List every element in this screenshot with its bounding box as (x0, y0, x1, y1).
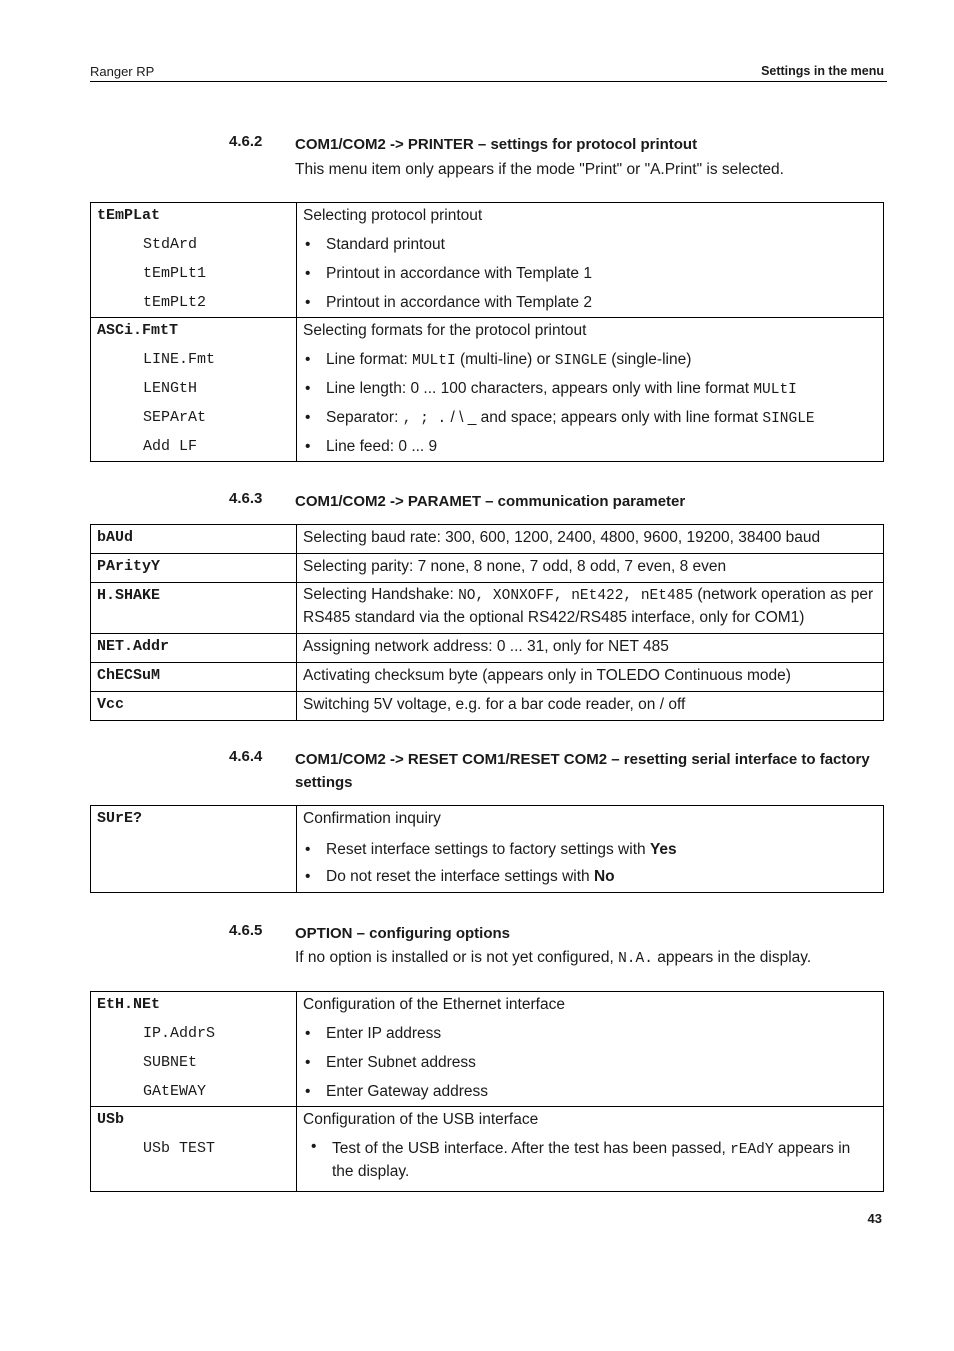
menu-key: ChECSuM (97, 667, 161, 684)
description-cell (297, 1107, 884, 1192)
bullet-item: • Printout in accordance with Template 1 (297, 261, 883, 290)
communication-parameter-table (90, 524, 884, 721)
table-row (91, 806, 884, 893)
text: Separator: (326, 409, 403, 426)
table-row (91, 583, 884, 634)
table-row (91, 634, 884, 663)
description: Switching 5V voltage, e.g. for a bar code reader, on / off (303, 696, 686, 713)
menu-subkey: SEPArAt (143, 409, 207, 426)
description-cell (297, 203, 884, 318)
option-table (90, 991, 884, 1192)
key-cell (91, 318, 297, 462)
menu-key: EtH.NEt (97, 996, 161, 1013)
bullet-item (303, 1136, 883, 1191)
description: Activating checksum byte (appears only in TOLEDO Continuous mode) (303, 667, 791, 684)
menu-subkey: LENGtH (143, 380, 198, 397)
bullet-item (297, 405, 883, 434)
description: Selecting baud rate: 300, 600, 1200, 2400, 4800, 9600, 19200, 38400 baud (303, 529, 821, 546)
table-row (91, 318, 884, 462)
description: Selecting protocol printout (303, 207, 483, 224)
section-number: 4.6.2 (229, 133, 263, 150)
menu-subkey: StdArd (143, 236, 198, 253)
header-rule (90, 81, 887, 82)
table-row (91, 692, 884, 721)
text: (multi-line) or (455, 351, 555, 368)
printer-settings-table (90, 202, 884, 462)
menu-key: H.SHAKE (97, 587, 161, 604)
bullet-item (297, 837, 883, 864)
menu-key: USb (97, 1111, 125, 1128)
display-code: , ; . (402, 411, 447, 427)
bullet-item: • Printout in accordance with Template 2 (297, 290, 883, 317)
text: appears in the display. (652, 949, 812, 966)
section-number: 4.6.5 (229, 922, 263, 939)
bullet-item: • Standard printout (297, 232, 883, 261)
description-cell (297, 992, 884, 1107)
text: Line format: (326, 351, 413, 368)
reset-table (90, 805, 884, 893)
description: Selecting parity: 7 none, 8 none, 7 odd, 8 odd, 7 even, 8 even (303, 558, 727, 575)
section-heading-4-6-2 (229, 133, 698, 153)
menu-key: bAUd (97, 529, 134, 546)
bullet-item: • Enter IP address (297, 1021, 883, 1050)
menu-subkey: SUBNEt (143, 1054, 198, 1071)
display-code: NO, XONXOFF, nEt422, nEt485 (458, 588, 694, 604)
section-intro: This menu item only appears if the mode "Print" or "A.Print" is selected. (295, 161, 784, 178)
section-intro (295, 949, 811, 967)
key-cell (91, 203, 297, 318)
description: Confirmation inquiry (303, 810, 441, 827)
menu-subkey: LINE.Fmt (143, 351, 216, 368)
menu-subkey: USb TEST (143, 1140, 216, 1157)
section-number: 4.6.3 (229, 490, 263, 507)
description: Selecting formats for the protocol printout (303, 322, 587, 339)
section-heading-4-6-4 (229, 748, 870, 791)
section-heading-4-6-5 (229, 922, 510, 942)
key-cell (91, 992, 297, 1107)
section-heading-4-6-3 (229, 490, 686, 510)
display-code: SINGLE (554, 353, 607, 369)
section-number: 4.6.4 (229, 748, 263, 765)
table-row (91, 203, 884, 318)
description (297, 583, 883, 633)
text: Do not reset the interface settings with (326, 868, 594, 885)
text: Selecting Handshake: (303, 586, 459, 603)
menu-subkey: IP.AddrS (143, 1025, 216, 1042)
bullet-item: • Enter Subnet address (297, 1050, 883, 1079)
menu-key: tEmPLat (97, 207, 161, 224)
menu-subkey: tEmPLt2 (143, 294, 207, 311)
bullet-item (297, 376, 883, 405)
display-code: MULtI (412, 353, 456, 369)
menu-key: NET.Addr (97, 638, 170, 655)
table-row (91, 525, 884, 554)
bullet-item (297, 864, 883, 891)
display-code: N.A. (618, 951, 653, 967)
text: / \ _ and space; appears only with line format (446, 409, 763, 426)
text: (network operation as per RS485 standard via the optional RS422/RS485 interface, only for COM1) (303, 586, 874, 626)
description: Assigning network address: 0 ... 31, only for NET 485 (303, 638, 669, 655)
description-cell (297, 318, 884, 462)
display-code: SINGLE (762, 411, 815, 427)
header-section-title: Settings in the menu (761, 64, 884, 78)
table-row (91, 992, 884, 1107)
table-row (91, 1107, 884, 1192)
display-code: MULtI (753, 382, 797, 398)
menu-key: SUrE? (97, 810, 143, 827)
emphasis: No (593, 868, 615, 885)
text: appears in the display. (332, 1140, 851, 1180)
section-title: COM1/COM2 -> PRINTER – settings for protocol printout (295, 136, 698, 153)
text: If no option is installed or is not yet configured, (295, 949, 619, 966)
menu-key: ASCi.FmtT (97, 322, 179, 339)
menu-subkey: tEmPLt1 (143, 265, 207, 282)
section-title: COM1/COM2 -> RESET COM1/RESET COM2 – resetting serial interface to factory settings (295, 751, 870, 791)
table-row (91, 663, 884, 692)
display-code: rEAdY (730, 1142, 774, 1158)
text: Line length: 0 ... 100 characters, appears only with line format (326, 380, 754, 397)
text: Test of the USB interface. After the test has been passed, (332, 1140, 731, 1157)
description: Configuration of the USB interface (303, 1111, 539, 1128)
section-title: COM1/COM2 -> PARAMET – communication parameter (295, 493, 686, 510)
page-number: 43 (867, 1211, 882, 1226)
text: Reset interface settings to factory settings with (326, 841, 650, 858)
header-document-title: Ranger RP (90, 64, 155, 79)
section-title: OPTION – configuring options (295, 925, 510, 942)
table-row (91, 554, 884, 583)
key-cell (91, 1107, 297, 1192)
bullet-item: • Line feed: 0 ... 9 (297, 434, 883, 461)
text: (single-line) (606, 351, 692, 368)
menu-subkey: GAtEWAY (143, 1083, 207, 1100)
bullet-item (297, 347, 883, 376)
description: Configuration of the Ethernet interface (303, 996, 565, 1013)
emphasis: Yes (649, 841, 677, 858)
bullet-item: • Enter Gateway address (297, 1079, 883, 1106)
menu-key: PArityY (97, 558, 161, 575)
menu-key: Vcc (97, 696, 125, 713)
menu-subkey: Add LF (143, 438, 198, 455)
